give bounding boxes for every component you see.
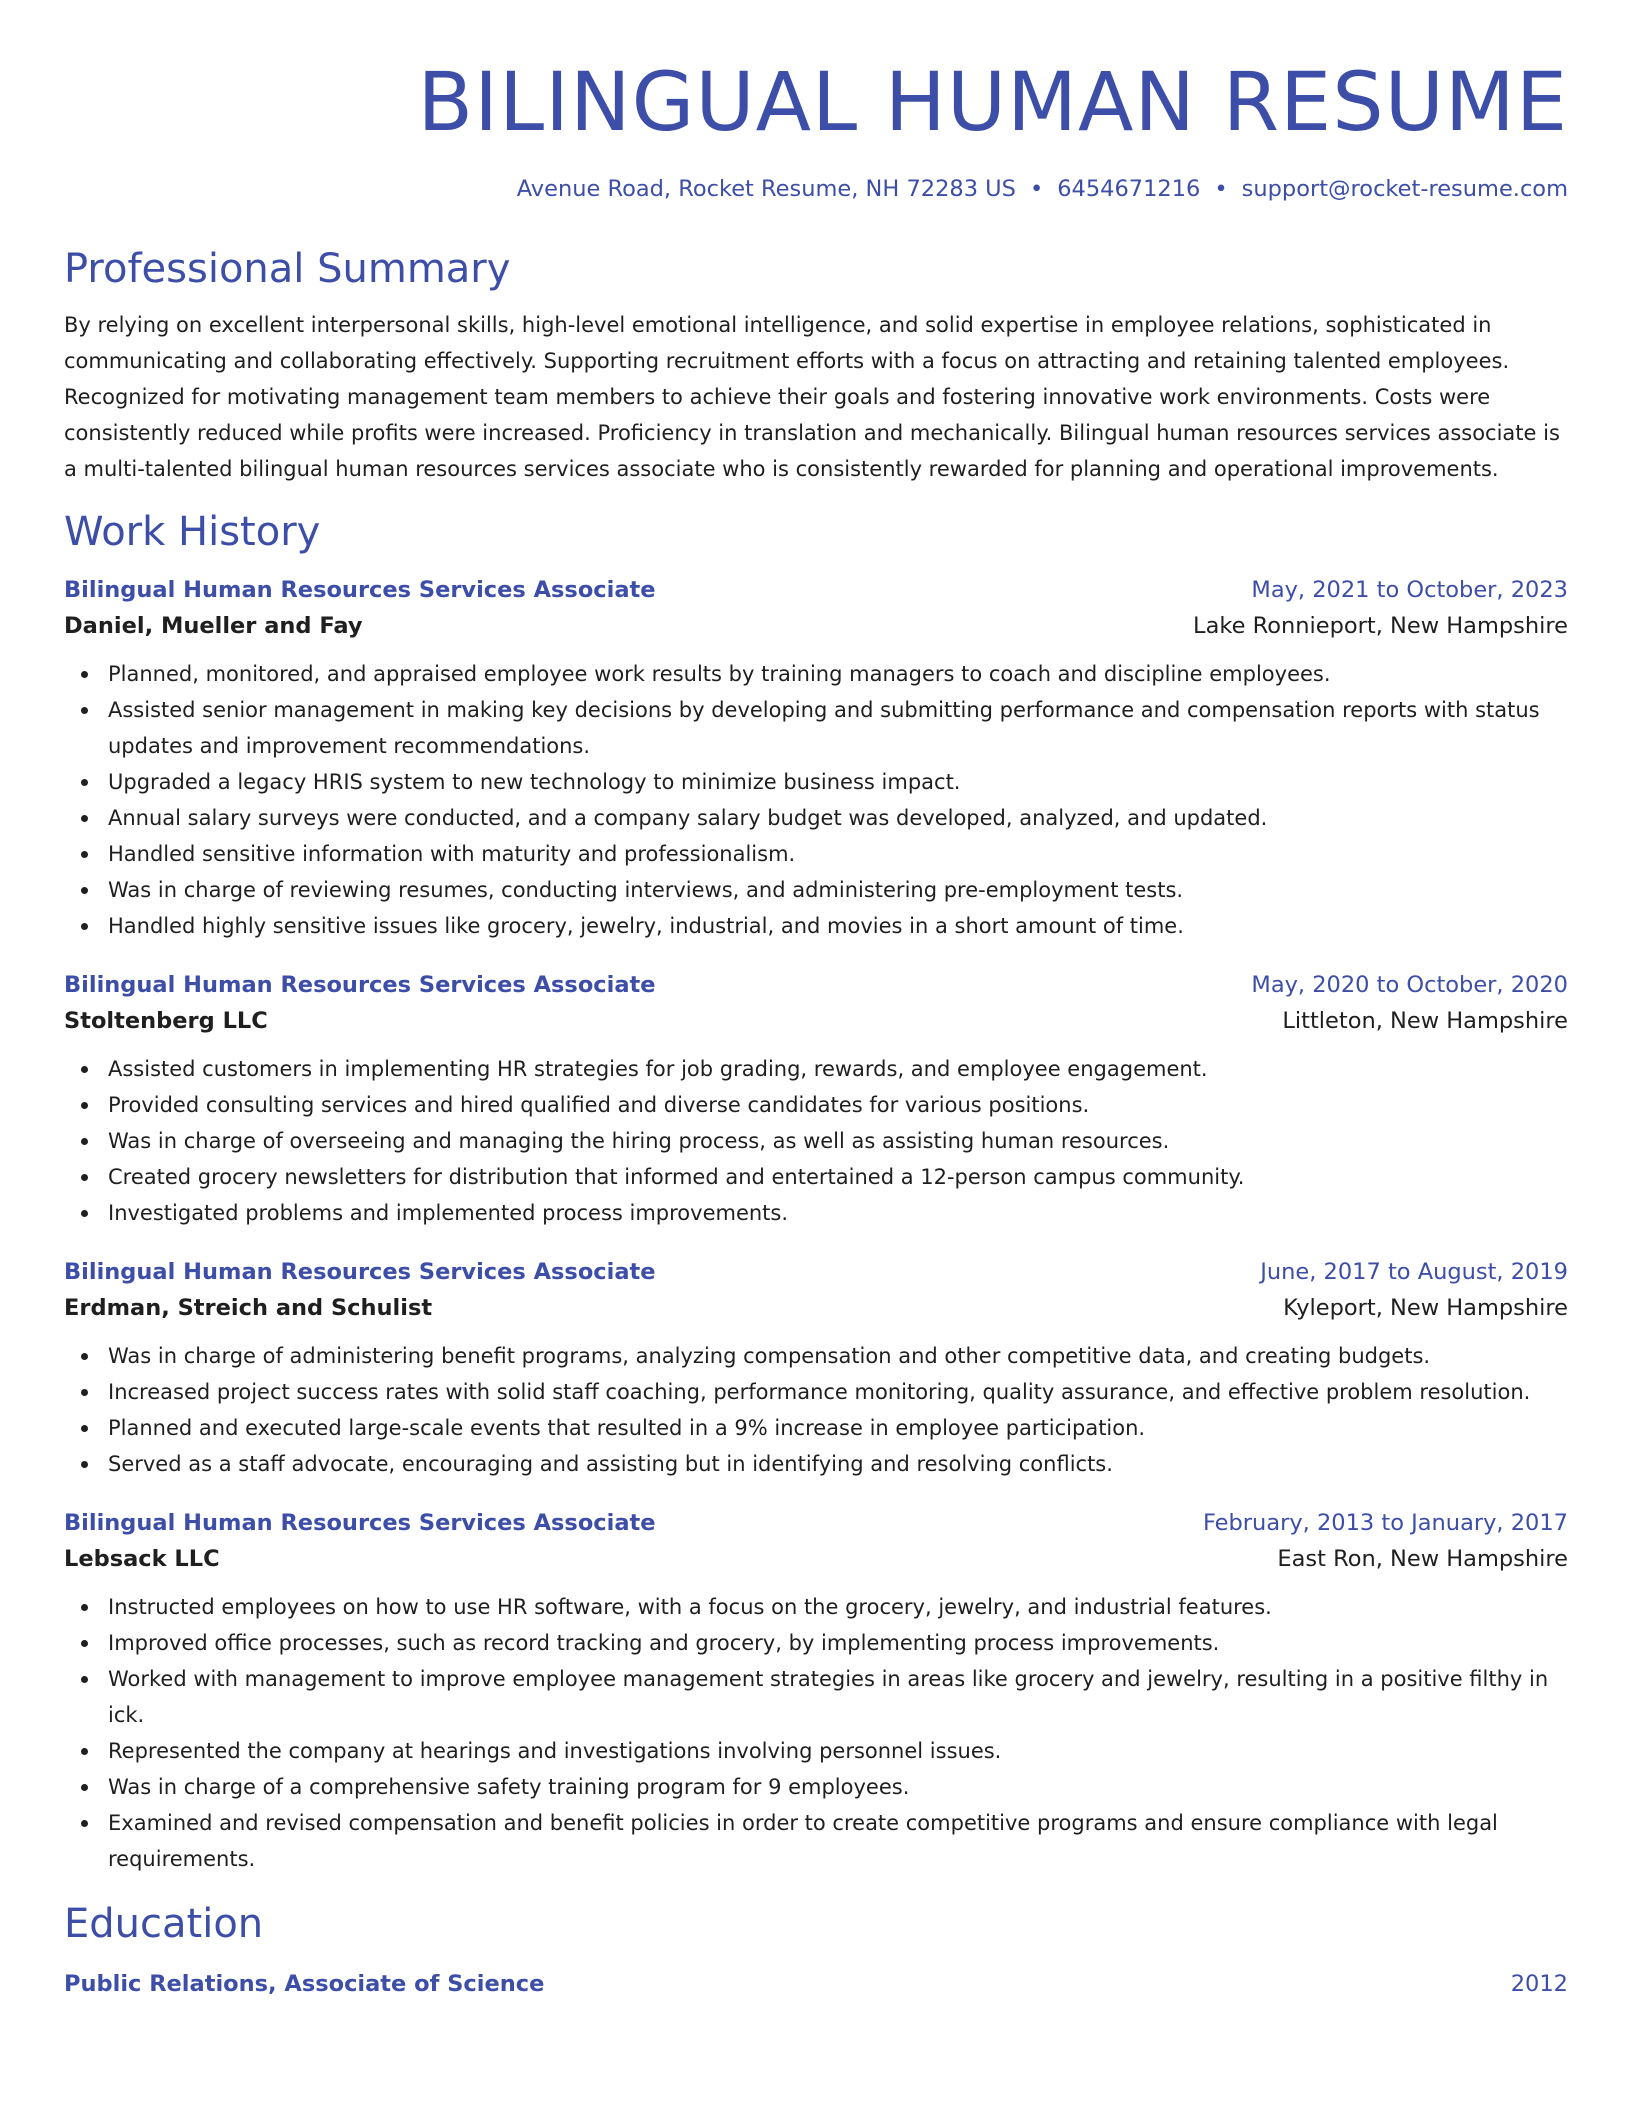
job-location: Kyleport, New Hampshire — [1283, 1295, 1568, 1321]
bullet-item: Assisted senior management in making key decisions by developing and submitting performance and compensation reports with status updates and improvement recommendations. — [108, 692, 1568, 764]
bullet-item: Was in charge of reviewing resumes, conducting interviews, and administering pre-employment tests. — [108, 872, 1568, 908]
bullet-item: Was in charge of administering benefit programs, analyzing compensation and other competitive data, and creating budgets. — [108, 1338, 1568, 1374]
job-dates: February, 2013 to January, 2017 — [1202, 1510, 1568, 1536]
job-title: Bilingual Human Resources Services Associate — [64, 1510, 656, 1536]
job-bullets — [64, 1051, 1568, 1231]
job-company: Stoltenberg LLC — [64, 1008, 268, 1034]
contact-email: support@rocket-resume.com — [1241, 176, 1568, 202]
job-dates: June, 2017 to August, 2019 — [1260, 1259, 1568, 1285]
bullet-item: Examined and revised compensation and benefit policies in order to create competitive programs and ensure compliance with legal requirements. — [108, 1805, 1568, 1877]
contact-separator: • — [1214, 176, 1228, 202]
job-company: Lebsack LLC — [64, 1546, 220, 1572]
bullet-item: Annual salary surveys were conducted, and a company salary budget was developed, analyzed, and updated. — [108, 800, 1568, 836]
job-title: Bilingual Human Resources Services Associate — [64, 1259, 656, 1285]
job-title: Bilingual Human Resources Services Associate — [64, 577, 656, 603]
job-bullets — [64, 1589, 1568, 1877]
job-bullets — [64, 656, 1568, 944]
education-heading: Education — [64, 1901, 264, 1947]
bullet-item: Instructed employees on how to use HR software, with a focus on the grocery, jewelry, and industrial features. — [108, 1589, 1568, 1625]
job-company: Daniel, Mueller and Fay — [64, 613, 363, 639]
bullet-item: Handled sensitive information with maturity and professionalism. — [108, 836, 1568, 872]
resume-page — [64, 0, 1568, 2002]
job-entry — [64, 1505, 1568, 1877]
bullet-item: Was in charge of overseeing and managing the hiring process, as well as assisting human resources. — [108, 1123, 1568, 1159]
education-year: 2012 — [1510, 1971, 1568, 1997]
job-location: Littleton, New Hampshire — [1282, 1008, 1568, 1034]
bullet-item: Planned, monitored, and appraised employee work results by training managers to coach and discipline employees. — [108, 656, 1568, 692]
job-location: East Ron, New Hampshire — [1277, 1546, 1568, 1572]
contact-separator: • — [1029, 176, 1044, 202]
bullet-item: Worked with management to improve employee management strategies in areas like grocery and jewelry, resulting in a positive filthy in ick. — [108, 1661, 1568, 1733]
bullet-item: Handled highly sensitive issues like grocery, jewelry, industrial, and movies in a short amount of time. — [108, 908, 1568, 944]
job-title: Bilingual Human Resources Services Associate — [64, 972, 656, 998]
bullet-item: Assisted customers in implementing HR strategies for job grading, rewards, and employee engagement. — [108, 1051, 1568, 1087]
work-history-heading: Work History — [64, 509, 321, 555]
contact-line — [64, 174, 1568, 204]
bullet-item: Represented the company at hearings and investigations involving personnel issues. — [108, 1733, 1568, 1769]
job-bullets — [64, 1338, 1568, 1482]
job-company: Erdman, Streich and Schulist — [64, 1295, 433, 1321]
resume-title: BILINGUAL HUMAN RESUME — [417, 56, 1568, 150]
job-dates: May, 2021 to October, 2023 — [1251, 577, 1568, 603]
education-entry — [64, 1966, 1568, 2002]
bullet-item: Was in charge of a comprehensive safety training program for 9 employees. — [108, 1769, 1568, 1805]
summary-text: By relying on excellent interpersonal skills, high-level emotional intelligence, and solid expertise in employee relations, sophisticated in communicating and collaborating effectively. Supporting recruitment efforts with a focus on attracting and retaining talented employees. Recognized for motivating management team members to achieve their goals and fostering innovative work environments. Costs were consistently reduced while profits were increased. Proficiency in translation and mechanically. Bilingual human resources services associate is a multi-talented bilingual human resources services associate who is consistently rewarded for planning and operational improvements. — [64, 313, 1560, 481]
contact-address: Avenue Road, Rocket Resume, NH 72283 US — [516, 176, 1016, 202]
job-entry — [64, 967, 1568, 1231]
job-dates: May, 2020 to October, 2020 — [1251, 972, 1568, 998]
job-entry — [64, 1254, 1568, 1482]
summary-heading: Professional Summary — [64, 246, 511, 292]
bullet-item: Served as a staff advocate, encouraging and assisting but in identifying and resolving conflicts. — [108, 1446, 1568, 1482]
bullet-item: Increased project success rates with solid staff coaching, performance monitoring, quality assurance, and effective problem resolution. — [108, 1374, 1568, 1410]
bullet-item: Upgraded a legacy HRIS system to new technology to minimize business impact. — [108, 764, 1568, 800]
bullet-item: Investigated problems and implemented process improvements. — [108, 1195, 1568, 1231]
bullet-item: Created grocery newsletters for distribution that informed and entertained a 12-person campus community. — [108, 1159, 1568, 1195]
bullet-item: Planned and executed large-scale events that resulted in a 9% increase in employee participation. — [108, 1410, 1568, 1446]
bullet-item: Provided consulting services and hired qualified and diverse candidates for various positions. — [108, 1087, 1568, 1123]
job-entry — [64, 572, 1568, 944]
contact-phone: 6454671216 — [1057, 176, 1201, 202]
education-degree: Public Relations, Associate of Science — [64, 1971, 545, 1997]
bullet-item: Improved office processes, such as record tracking and grocery, by implementing process improvements. — [108, 1625, 1568, 1661]
job-location: Lake Ronnieport, New Hampshire — [1193, 613, 1568, 639]
